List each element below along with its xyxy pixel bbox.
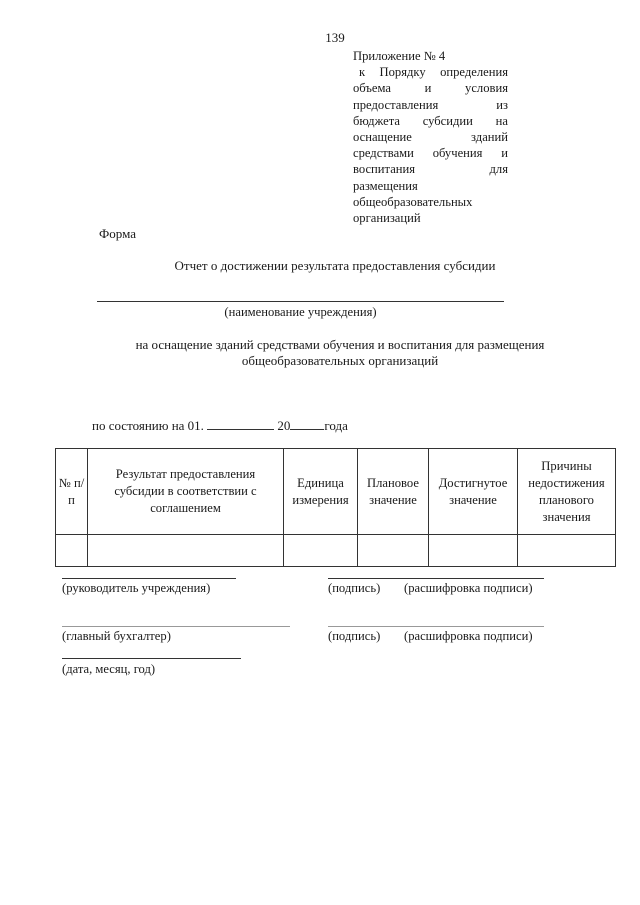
purpose-text: [80, 337, 600, 369]
page-number: 139: [325, 30, 345, 45]
date-line: [62, 658, 241, 659]
table-cell: [358, 535, 429, 567]
decoding-caption-2: (расшифровка подписи): [404, 629, 533, 643]
annex-line: бюджета субсидии на: [353, 113, 508, 128]
col-header-number: № п/п: [56, 449, 88, 535]
form-label: Форма: [99, 226, 136, 241]
report-table: [55, 448, 616, 567]
signature-caption-2: (подпись): [328, 629, 381, 643]
year-blank: [290, 418, 324, 430]
annex-line: средствами обучения и: [353, 146, 508, 161]
signature-line-1: [328, 578, 544, 579]
col-header-planned: Плановое значение: [358, 449, 429, 535]
institution-caption: (наименование учреждения): [224, 305, 377, 319]
annex-header: [353, 48, 508, 226]
as-of-suffix: года: [324, 418, 348, 433]
table-row: [56, 535, 616, 567]
annex-line: объема и условия: [353, 81, 508, 96]
report-title: Отчет о достижении результата предоставления субсидии: [174, 258, 496, 273]
decoding-caption-1: (расшифровка подписи): [404, 581, 533, 595]
annex-line: к Порядку определения: [359, 65, 508, 80]
table-cell: [88, 535, 284, 567]
annex-line: воспитания для: [353, 162, 508, 177]
table-cell: [56, 535, 88, 567]
institution-name-line: [97, 301, 504, 302]
accountant-signature-line: [62, 626, 290, 627]
col-header-reasons: Причины недостижения планового значения: [518, 449, 616, 535]
purpose-line: общеобразовательных организаций: [241, 353, 439, 368]
table-header-row: [56, 449, 616, 535]
annex-line: оснащение зданий: [353, 130, 508, 145]
as-of-prefix: по состоянию на 01.: [92, 418, 204, 433]
col-header-unit: Единица измерения: [284, 449, 358, 535]
year-prefix: 20: [277, 418, 291, 433]
date-caption: (дата, месяц, год): [62, 662, 156, 676]
as-of-date: [92, 418, 348, 434]
month-blank: [207, 418, 274, 430]
col-header-achieved: Достигнутое значение: [429, 449, 518, 535]
purpose-line: на оснащение зданий средствами обучения и воспитания для размещения: [135, 337, 545, 352]
annex-line: общеобразовательных: [353, 194, 473, 209]
table-cell: [429, 535, 518, 567]
signature-caption-1: (подпись): [328, 581, 381, 595]
annex-line: предоставления из: [353, 97, 508, 112]
annex-title: Приложение № 4: [353, 49, 446, 63]
table-cell: [518, 535, 616, 567]
accountant-caption: (главный бухгалтер): [62, 629, 171, 643]
signature-line-2: [328, 626, 544, 627]
annex-line: организаций: [353, 211, 421, 226]
head-caption: (руководитель учреждения): [62, 581, 211, 595]
table-cell: [284, 535, 358, 567]
head-signature-line: [62, 578, 236, 579]
annex-line: размещения: [353, 178, 418, 193]
col-header-result: Результат предоставления субсидии в соответствии с соглашением: [88, 449, 284, 535]
